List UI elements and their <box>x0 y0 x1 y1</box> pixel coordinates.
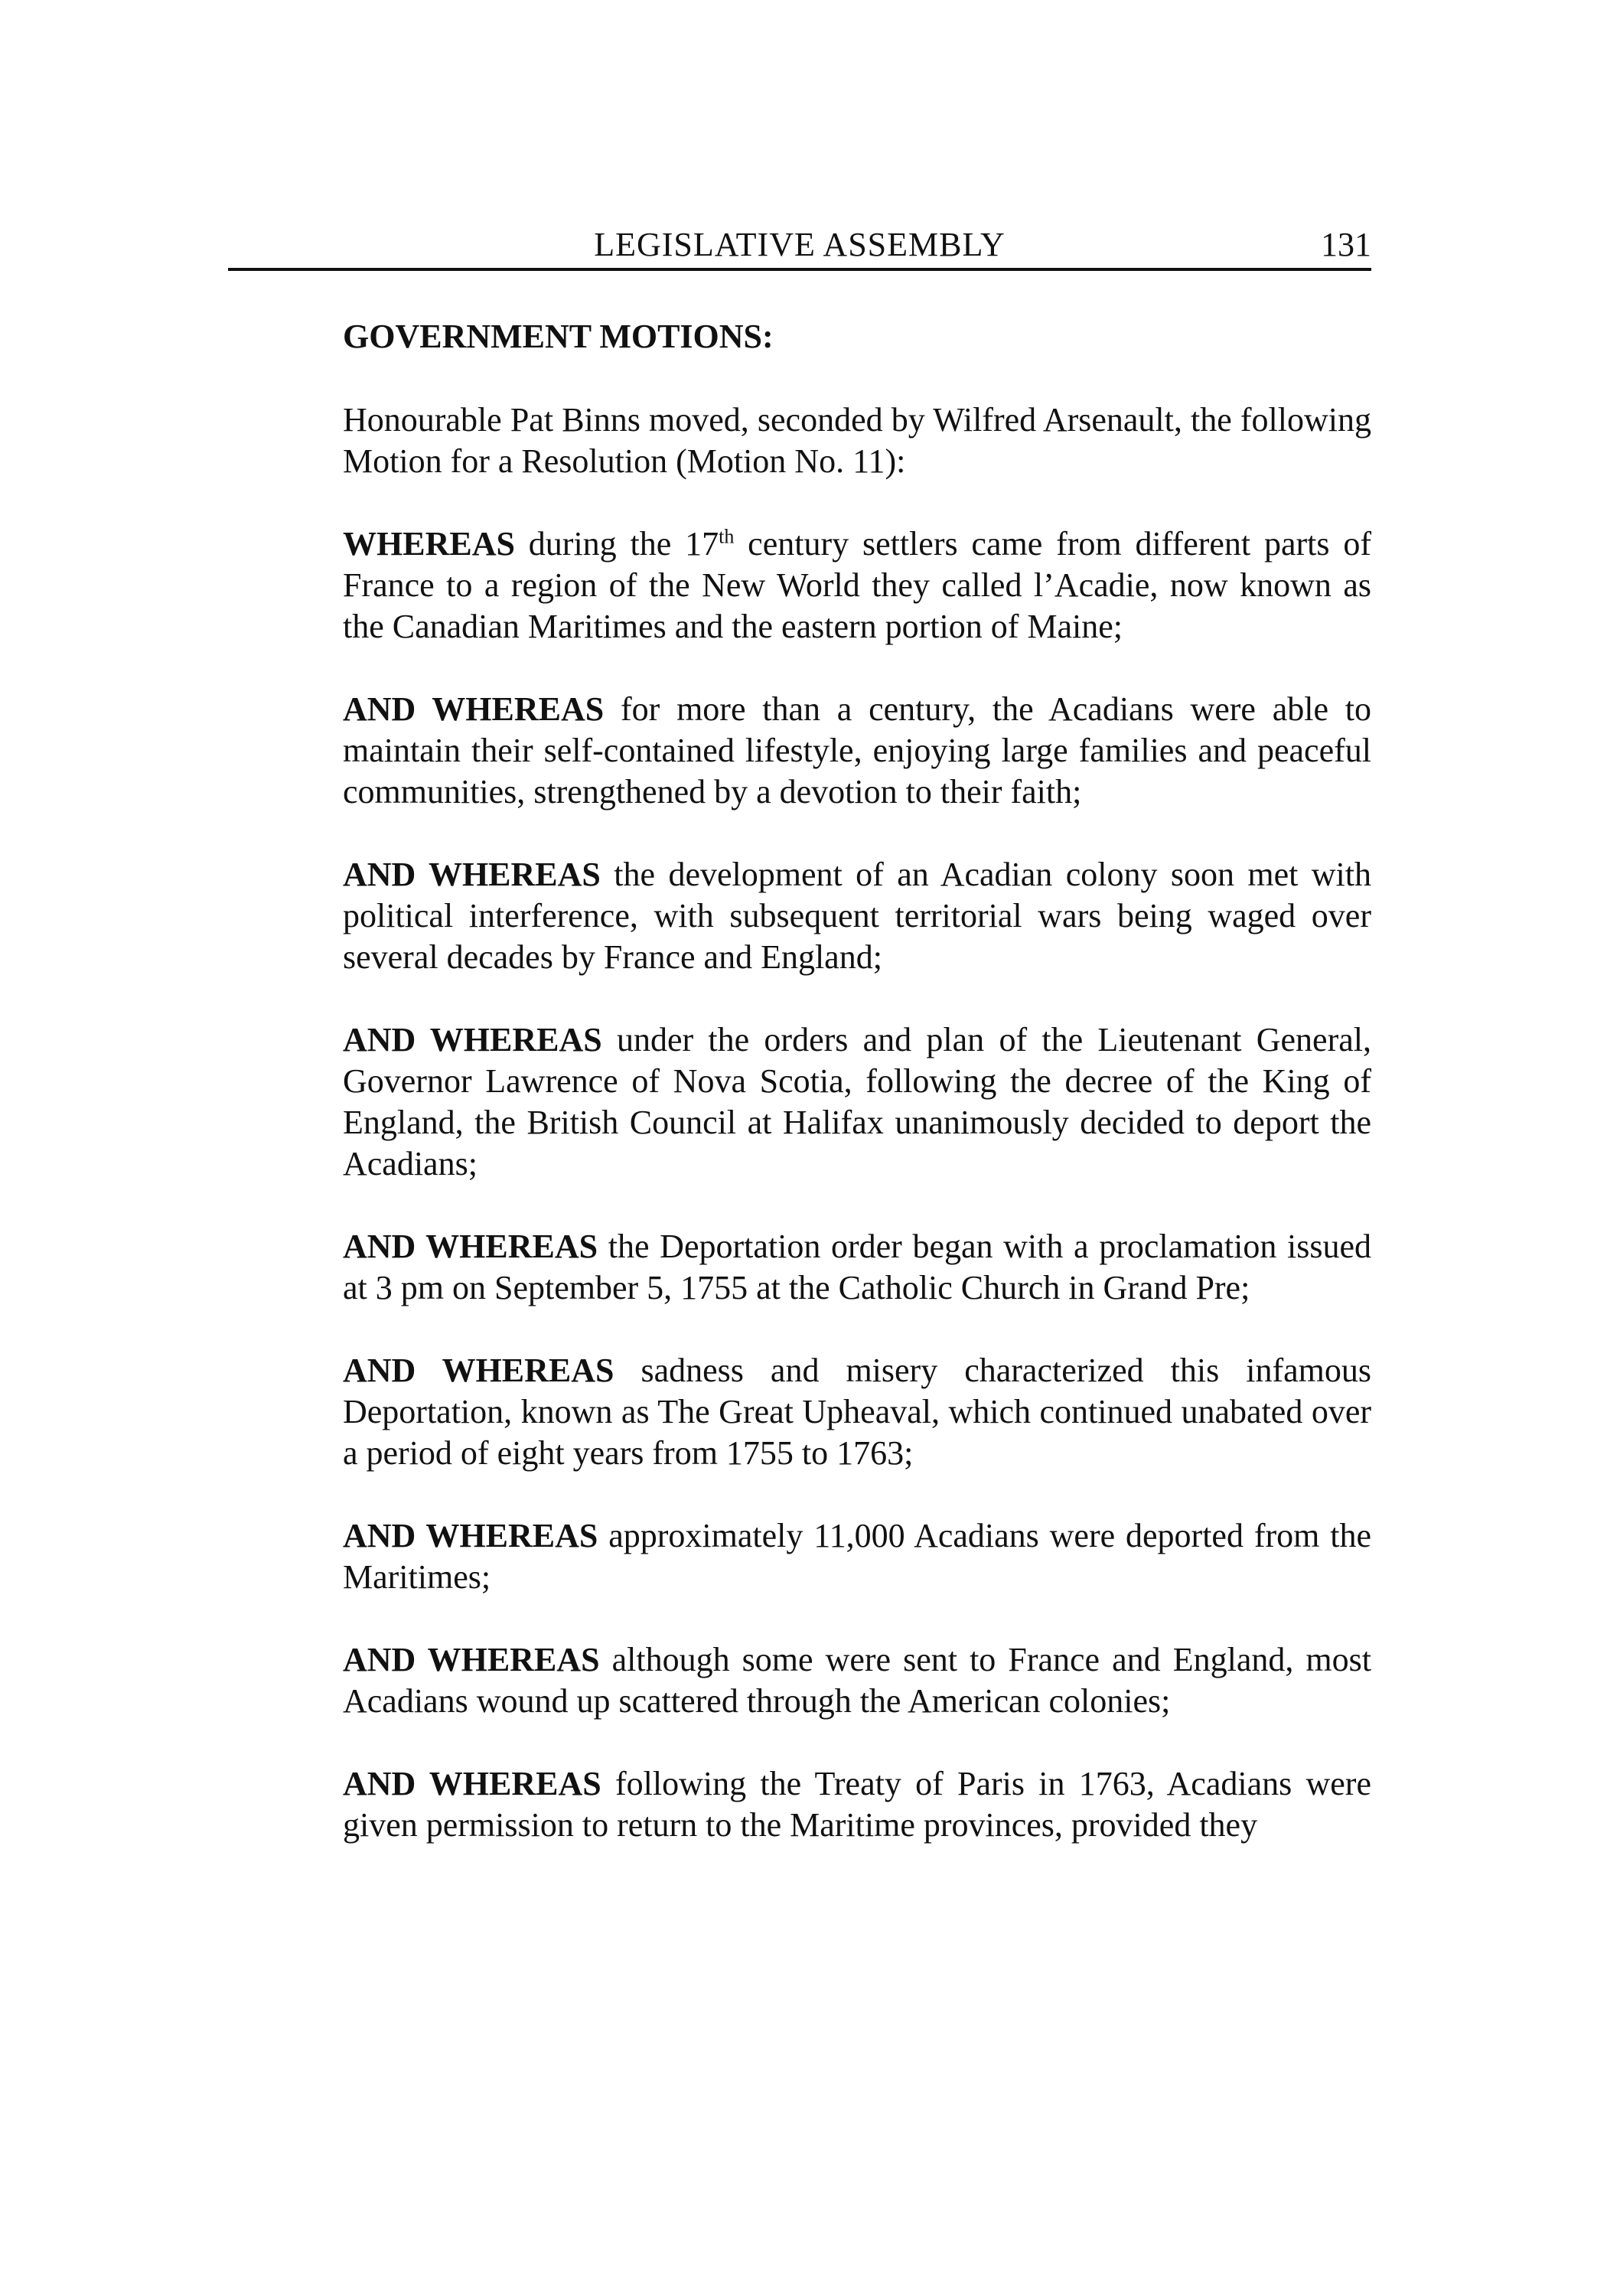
intro-paragraph: Honourable Pat Binns moved, seconded by Wilfred Arsenault, the following Motion for a Resolution (Motion No. 11): <box>343 401 1371 480</box>
clause-lead: AND WHEREAS <box>343 1352 614 1389</box>
page-number: 131 <box>1321 226 1371 263</box>
clause-lead: AND WHEREAS <box>343 690 605 728</box>
clause-paragraph <box>343 1763 1371 1846</box>
clause-paragraph <box>343 1515 1371 1598</box>
clause-text: approximately 11,000 Acadians were deported from the Maritimes; <box>343 1517 1371 1596</box>
clause-lead: AND WHEREAS <box>343 1517 598 1554</box>
clause-text: for more than a century, the Acadians were able to maintain their self-contained lifestyle, enjoying large families and peaceful communities, strengthened by a devotion to their faith; <box>343 690 1371 810</box>
clause-text: the Deportation order began with a proclamation issued at 3 pm on September 5, 1755 at the Catholic Church in Grand Pre; <box>343 1228 1371 1306</box>
clause-text: under the orders and plan of the Lieutenant General, Governor Lawrence of Nova Scotia, following the decree of the King of England, the British Council at Halifax unanimously decided to deport the Acadians; <box>343 1021 1371 1182</box>
clause-text: during the 17 <box>514 525 719 563</box>
clause-lead: AND WHEREAS <box>343 1765 601 1802</box>
clause-paragraph <box>343 854 1371 978</box>
clause-paragraph <box>343 1639 1371 1722</box>
clause-lead: WHEREAS <box>343 525 515 563</box>
ordinal-superscript: th <box>719 525 735 548</box>
clause-text: sadness and misery characterized this infamous Deportation, known as The Great Upheaval, which continued unabated over a period of eight years from 1755 to 1763; <box>343 1352 1371 1472</box>
clause-paragraph <box>343 689 1371 813</box>
header-title: LEGISLATIVE ASSEMBLY <box>594 226 1006 263</box>
clause-paragraph <box>343 1350 1371 1474</box>
clause-paragraph <box>343 1226 1371 1309</box>
clause-lead: AND WHEREAS <box>343 1228 598 1265</box>
clause-text: century settlers came from different parts of France to a region of the New World they called l’Acadie, now known as the Canadian Maritimes and the eastern portion of Maine; <box>343 525 1371 645</box>
header-rule <box>228 268 1371 271</box>
clause-lead: AND WHEREAS <box>343 1641 600 1678</box>
clause-lead: AND WHEREAS <box>343 856 601 893</box>
section-heading: GOVERNMENT MOTIONS: <box>343 318 774 355</box>
running-header <box>228 222 1371 268</box>
body-text <box>343 314 1371 1887</box>
clause-text: following the Treaty of Paris in 1763, Acadians were given permission to return to the Maritime provinces, provided they <box>343 1765 1371 1844</box>
clause-paragraph <box>343 1019 1371 1185</box>
clause-text: the development of an Acadian colony soon met with political interference, with subsequent territorial wars being waged over several decades by France and England; <box>343 856 1371 976</box>
clause-paragraph <box>343 523 1371 647</box>
clause-lead: AND WHEREAS <box>343 1021 602 1058</box>
clause-text: although some were sent to France and England, most Acadians wound up scattered through the American colonies; <box>343 1641 1371 1720</box>
